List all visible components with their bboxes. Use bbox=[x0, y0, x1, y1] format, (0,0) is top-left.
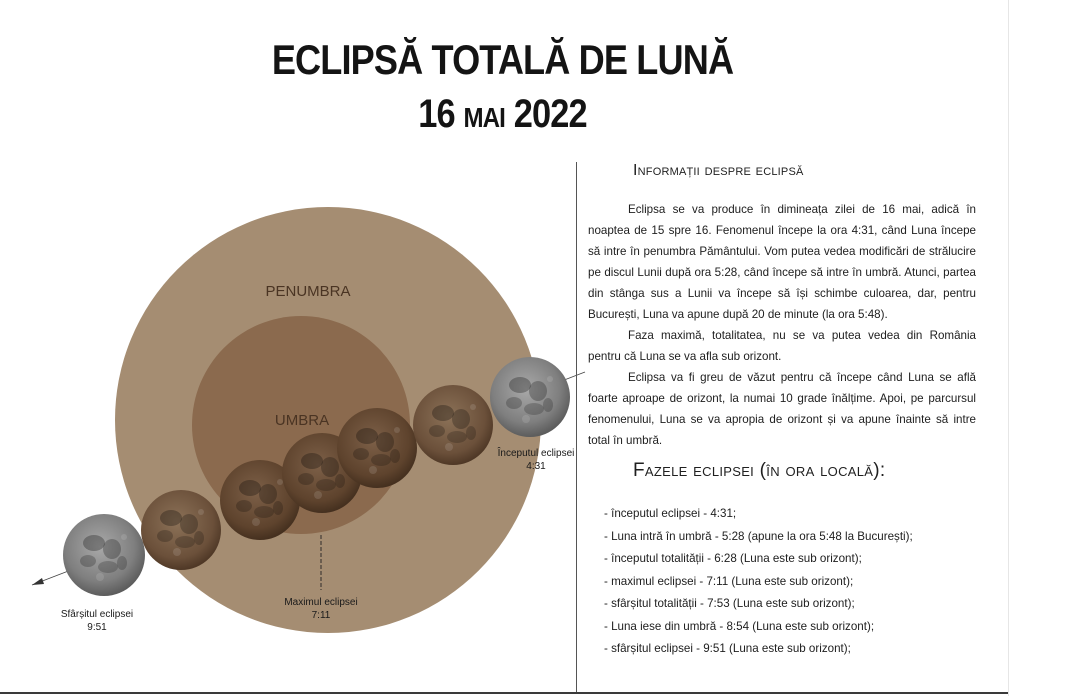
date-day: 16 bbox=[418, 92, 455, 136]
moon-phase-6 bbox=[413, 385, 493, 465]
right-margin bbox=[1008, 0, 1067, 696]
phases-list bbox=[604, 503, 913, 661]
max-label: Maximul eclipsei bbox=[284, 597, 358, 608]
eclipse-diagram bbox=[0, 150, 590, 670]
moon-path-arrowhead bbox=[32, 578, 44, 585]
phase-item: - Luna iese din umbră - 8:54 (Luna este sub orizont); bbox=[604, 616, 913, 639]
end-label: Sfârșitul eclipsei bbox=[60, 609, 134, 620]
phases-heading: Fazele eclipsei (în ora locală): bbox=[633, 460, 886, 481]
info-paragraph: Eclipsa se va produce în dimineața zilei de 16 mai, adică în noaptea de 15 spre 16. Fenomenul începe la ora 4:31, când Luna începe să intre în penumbra Pământului. Vom putea vedea modificări de strălucire pe discul Lunii după ora 5:28, când începe să intre în umbră. Atunci, partea din stânga sus a Lunii va începe să își schimbe culoarea, dar, pentru București, Luna va apune după 20 de minute (la ora 5:48). bbox=[588, 203, 976, 321]
phase-item: - Luna intră în umbră - 5:28 (apune la ora 5:48 la București); bbox=[604, 526, 913, 549]
info-paragraph: Faza maximă, totalitatea, nu se va putea vedea din România pentru că Luna se va afla sub orizont. bbox=[588, 329, 976, 363]
phase-item: - sfârșitul eclipsei - 9:51 (Luna este sub orizont); bbox=[604, 638, 913, 661]
column-divider bbox=[576, 162, 577, 692]
penumbra-label: PENUMBRA bbox=[265, 283, 351, 300]
start-label: Începutul eclipsei bbox=[497, 448, 575, 459]
moon-phase-2 bbox=[141, 490, 221, 570]
moon-start bbox=[490, 357, 570, 437]
page-title: ECLIPSĂ TOTALĂ DE LUNĂ bbox=[271, 36, 734, 83]
start-time: 4:31 bbox=[526, 461, 546, 472]
phase-item: - începutul eclipsei - 4:31; bbox=[604, 503, 913, 526]
phase-item: - sfârșitul totalității - 7:53 (Luna este sub orizont); bbox=[604, 593, 913, 616]
moon-phase-5 bbox=[337, 408, 417, 488]
umbra-label: UMBRA bbox=[274, 412, 330, 429]
bottom-border bbox=[0, 692, 1008, 694]
date-month: MAI bbox=[463, 102, 506, 133]
phase-item: - maximul eclipsei - 7:11 (Luna este sub orizont); bbox=[604, 571, 913, 594]
info-heading: Informații despre eclipsă bbox=[633, 162, 804, 179]
page-date bbox=[70, 92, 934, 137]
info-text bbox=[588, 199, 976, 451]
phase-item: - începutul totalității - 6:28 (Luna este sub orizont); bbox=[604, 548, 913, 571]
date-year: 2022 bbox=[513, 92, 587, 136]
max-time: 7:11 bbox=[311, 610, 331, 621]
info-paragraph: Eclipsa va fi greu de văzut pentru că începe când Luna se află foarte aproape de orizont, la numai 10 grade înălțime. Apoi, pe parcursul fenomenului, Luna se va apropia de orizont și va apune înainte să intre total în umbră. bbox=[588, 371, 976, 447]
end-time: 9:51 bbox=[87, 622, 107, 633]
moon-end bbox=[63, 514, 145, 596]
